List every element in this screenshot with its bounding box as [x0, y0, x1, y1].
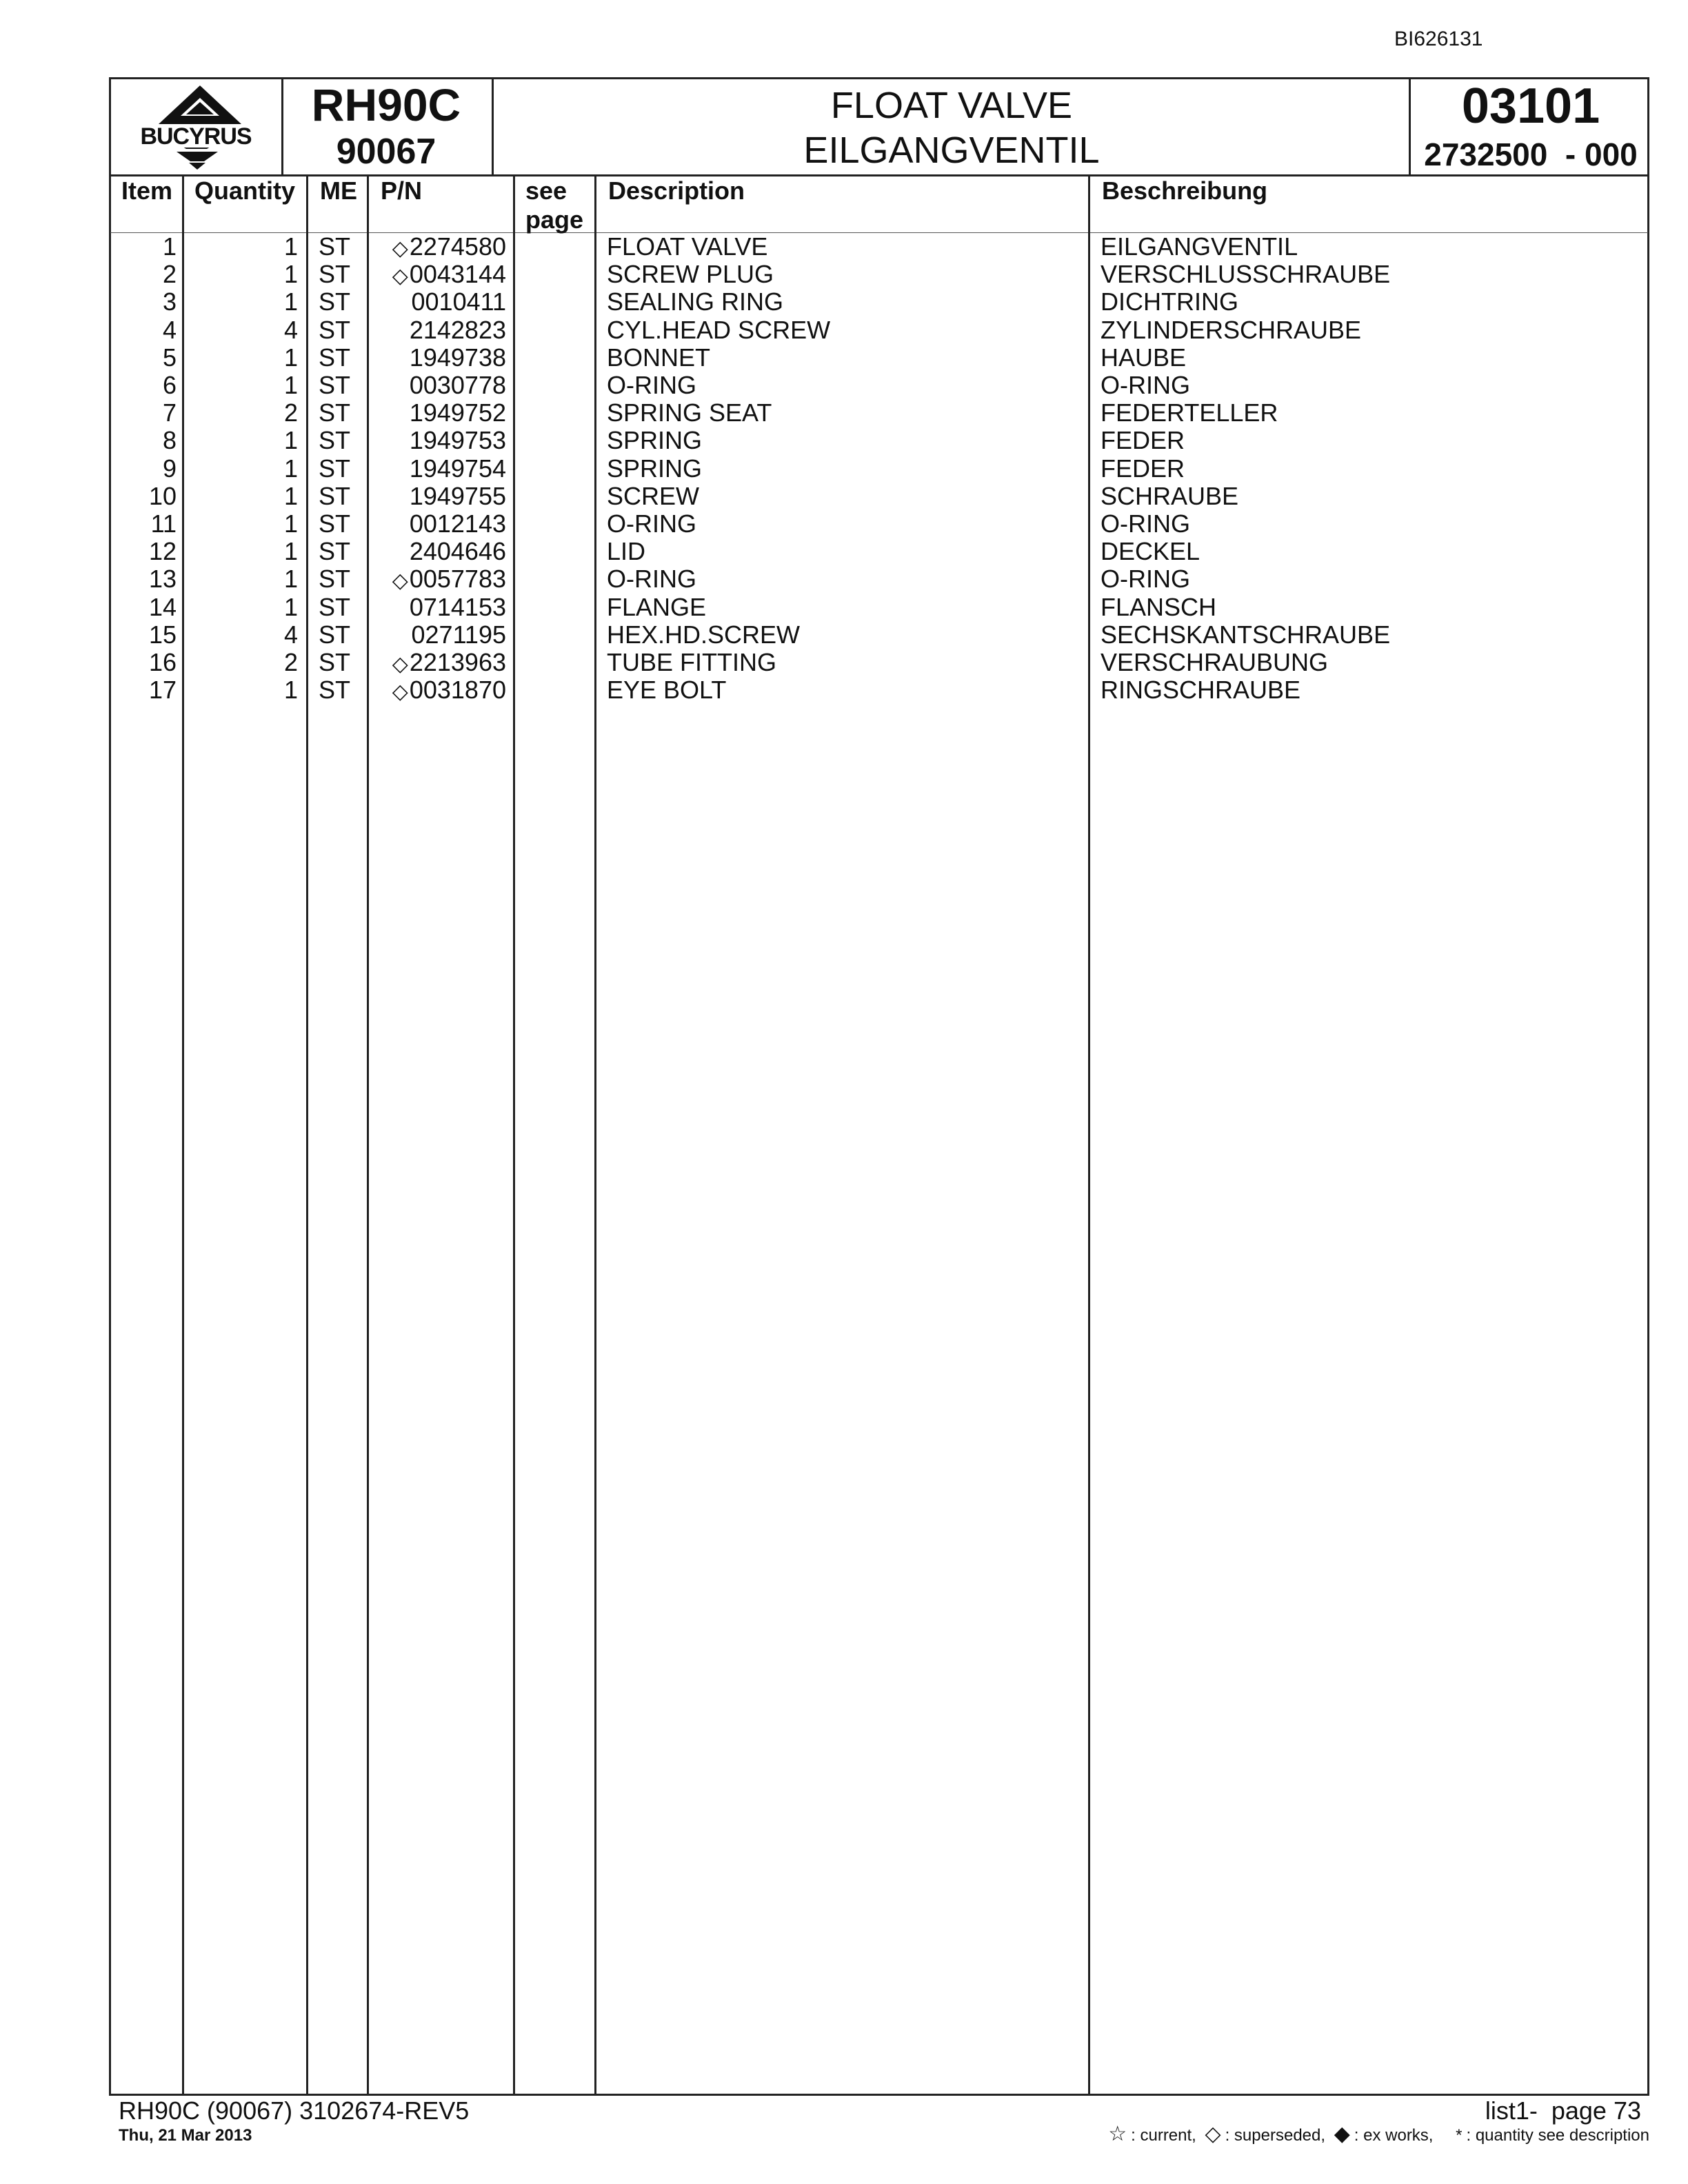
quantity: 1 — [283, 232, 298, 261]
table-row — [0, 510, 1688, 538]
superseded-diamond-icon: ◇ — [392, 653, 408, 676]
part-number — [372, 399, 506, 429]
unit: ST — [319, 343, 351, 372]
item-number: 16 — [148, 648, 177, 676]
document-id: BI626131 — [1394, 28, 1483, 50]
part-number-value: 2274580 — [409, 232, 506, 261]
part-number — [372, 565, 506, 595]
table-row — [0, 233, 1688, 261]
symbol-legend — [1076, 2123, 1649, 2147]
unit: ST — [319, 260, 351, 289]
part-number — [372, 233, 506, 263]
item-number: 11 — [150, 509, 177, 538]
part-number — [372, 455, 506, 485]
item-number: 12 — [148, 537, 177, 566]
item-number: 5 — [162, 343, 177, 372]
quantity: 1 — [283, 371, 298, 399]
description: SPRING — [607, 454, 703, 483]
part-number-value: 1949753 — [409, 426, 506, 455]
footer-page-label: list1- page 73 — [1485, 2096, 1641, 2125]
unit: ST — [319, 398, 351, 427]
unit: ST — [319, 371, 351, 399]
unit: ST — [319, 592, 351, 621]
diamond-filled-icon: ◆ — [1334, 2123, 1350, 2145]
quantity: 2 — [283, 398, 298, 427]
part-number-value: 1949755 — [409, 481, 506, 510]
superseded-diamond-icon: ◇ — [392, 680, 408, 704]
superseded-diamond-icon: ◇ — [392, 237, 408, 260]
table-row — [0, 261, 1688, 289]
table-row — [0, 594, 1688, 622]
col-header-me: ME — [320, 176, 357, 205]
part-number — [372, 621, 506, 651]
quantity: 1 — [283, 426, 298, 455]
quantity: 1 — [283, 676, 298, 705]
description: FLANGE — [607, 592, 707, 621]
beschreibung: ZYLINDERSCHRAUBE — [1101, 315, 1362, 344]
col-header-beschreibung: Beschreibung — [1102, 176, 1268, 205]
table-row — [0, 538, 1688, 566]
quantity: 1 — [283, 481, 298, 510]
asterisk-icon: * — [1456, 2126, 1463, 2145]
unit: ST — [319, 620, 351, 649]
item-number: 1 — [162, 232, 177, 261]
quantity: 4 — [283, 315, 298, 344]
superseded-diamond-icon: ◇ — [392, 569, 408, 593]
unit: ST — [319, 509, 351, 538]
title-german: EILGANGVENTIL — [803, 130, 1100, 171]
part-number — [372, 344, 506, 374]
part-number-value: 0271195 — [411, 620, 506, 649]
unit: ST — [319, 426, 351, 455]
quantity: 1 — [283, 260, 298, 289]
beschreibung: VERSCHLUSSCHRAUBE — [1101, 260, 1391, 289]
legend-ex-works: : ex works, — [1354, 2126, 1434, 2145]
item-number: 7 — [162, 398, 177, 427]
model-number: 90067 — [336, 132, 436, 172]
item-number: 6 — [162, 371, 177, 399]
legend-quantity: : quantity see description — [1466, 2126, 1649, 2145]
part-number-value: 2142823 — [409, 315, 506, 344]
item-number: 15 — [148, 620, 177, 649]
unit: ST — [319, 648, 351, 676]
part-number-value: 1949754 — [409, 454, 506, 483]
description: O-RING — [607, 509, 696, 538]
unit: ST — [319, 676, 351, 705]
quantity: 2 — [283, 648, 298, 676]
table-row — [0, 344, 1688, 372]
quantity: 1 — [283, 592, 298, 621]
table-row — [0, 288, 1688, 316]
table-row — [0, 316, 1688, 345]
beschreibung: FLANSCH — [1101, 592, 1217, 621]
table-row — [0, 399, 1688, 427]
col-header-description: Description — [608, 176, 745, 205]
quantity: 1 — [283, 537, 298, 566]
legend-superseded: : superseded, — [1225, 2126, 1326, 2145]
item-number: 9 — [162, 454, 177, 483]
reference-number: 2732500 - 000 — [1424, 136, 1638, 172]
description: SCREW PLUG — [607, 260, 774, 289]
part-number-value: 0010411 — [411, 287, 506, 316]
table-row — [0, 455, 1688, 483]
col-header-pn: P/N — [381, 176, 423, 205]
table-row — [0, 483, 1688, 511]
part-number-value: 0043144 — [409, 260, 506, 289]
beschreibung: DICHTRING — [1101, 287, 1238, 316]
description: EYE BOLT — [607, 676, 727, 705]
part-number-value: 0057783 — [409, 565, 506, 594]
model-name: RH90C — [311, 79, 461, 130]
part-number — [372, 427, 506, 456]
part-number — [372, 594, 506, 623]
beschreibung: DECKEL — [1101, 537, 1200, 566]
col-header-page: page — [525, 205, 584, 234]
bucyrus-logo — [117, 81, 276, 171]
item-number: 4 — [162, 315, 177, 344]
beschreibung: O-RING — [1101, 371, 1190, 399]
unit: ST — [319, 537, 351, 566]
part-number — [372, 372, 506, 401]
part-number — [372, 510, 506, 540]
svg-text:BUCYRUS: BUCYRUS — [140, 123, 252, 150]
part-number-value: 0714153 — [409, 592, 506, 621]
col-header-see: see — [525, 176, 567, 205]
group-number: 03101 — [1461, 79, 1600, 134]
unit: ST — [319, 315, 351, 344]
beschreibung: O-RING — [1101, 509, 1190, 538]
diamond-outline-icon: ◇ — [1205, 2123, 1221, 2145]
beschreibung: VERSCHRAUBUNG — [1101, 648, 1329, 676]
part-number — [372, 538, 506, 567]
part-number-value: 0031870 — [409, 676, 506, 705]
legend-current: : current, — [1131, 2126, 1196, 2145]
part-number-value: 2213963 — [409, 648, 506, 676]
part-number — [372, 676, 506, 706]
item-number: 8 — [162, 426, 177, 455]
part-number-value: 1949752 — [409, 398, 506, 427]
part-number-value: 2404646 — [409, 537, 506, 566]
description: SPRING — [607, 426, 703, 455]
table-row — [0, 565, 1688, 594]
part-number-value: 0030778 — [409, 371, 506, 399]
beschreibung: FEDER — [1101, 426, 1185, 455]
beschreibung: RINGSCHRAUBE — [1101, 676, 1301, 705]
description: BONNET — [607, 343, 711, 372]
part-number — [372, 649, 506, 678]
beschreibung: FEDERTELLER — [1101, 398, 1278, 427]
item-number: 3 — [162, 287, 177, 316]
beschreibung: O-RING — [1101, 565, 1190, 594]
quantity: 1 — [283, 509, 298, 538]
beschreibung: FEDER — [1101, 454, 1185, 483]
item-number: 10 — [148, 481, 177, 510]
description: SPRING SEAT — [607, 398, 772, 427]
beschreibung: EILGANGVENTIL — [1101, 232, 1298, 261]
item-number: 13 — [148, 565, 177, 594]
title-english: FLOAT VALVE — [830, 85, 1073, 126]
part-number — [372, 261, 506, 290]
quantity: 1 — [283, 287, 298, 316]
unit: ST — [319, 287, 351, 316]
col-header-item: Item — [121, 176, 173, 205]
star-icon: ☆ — [1108, 2123, 1127, 2145]
quantity: 4 — [283, 620, 298, 649]
unit: ST — [319, 232, 351, 261]
beschreibung: SCHRAUBE — [1101, 481, 1239, 510]
table-row — [0, 676, 1688, 705]
item-number: 2 — [162, 260, 177, 289]
unit: ST — [319, 565, 351, 594]
description: FLOAT VALVE — [607, 232, 768, 261]
item-number: 17 — [148, 676, 177, 705]
part-number-value: 1949738 — [409, 343, 506, 372]
footer-date: Thu, 21 Mar 2013 — [119, 2126, 252, 2145]
table-row — [0, 649, 1688, 677]
part-number — [372, 316, 506, 346]
description: CYL.HEAD SCREW — [607, 315, 831, 344]
beschreibung: SECHSKANTSCHRAUBE — [1101, 620, 1391, 649]
description: HEX.HD.SCREW — [607, 620, 801, 649]
part-number — [372, 288, 506, 318]
description: TUBE FITTING — [607, 648, 776, 676]
description: O-RING — [607, 371, 696, 399]
table-row — [0, 427, 1688, 455]
description: SCREW — [607, 481, 699, 510]
quantity: 1 — [283, 454, 298, 483]
footer-doc-ref: RH90C (90067) 3102674-REV5 — [119, 2096, 470, 2125]
description: O-RING — [607, 565, 696, 594]
table-row — [0, 372, 1688, 400]
description: LID — [607, 537, 646, 566]
unit: ST — [319, 454, 351, 483]
description: SEALING RING — [607, 287, 784, 316]
superseded-diamond-icon: ◇ — [392, 265, 408, 288]
part-number — [372, 483, 506, 512]
table-row — [0, 621, 1688, 649]
col-header-quantity: Quantity — [194, 176, 296, 205]
beschreibung: HAUBE — [1101, 343, 1187, 372]
part-number-value: 0012143 — [409, 509, 506, 538]
item-number: 14 — [148, 592, 177, 621]
unit: ST — [319, 481, 351, 510]
quantity: 1 — [283, 343, 298, 372]
quantity: 1 — [283, 565, 298, 594]
